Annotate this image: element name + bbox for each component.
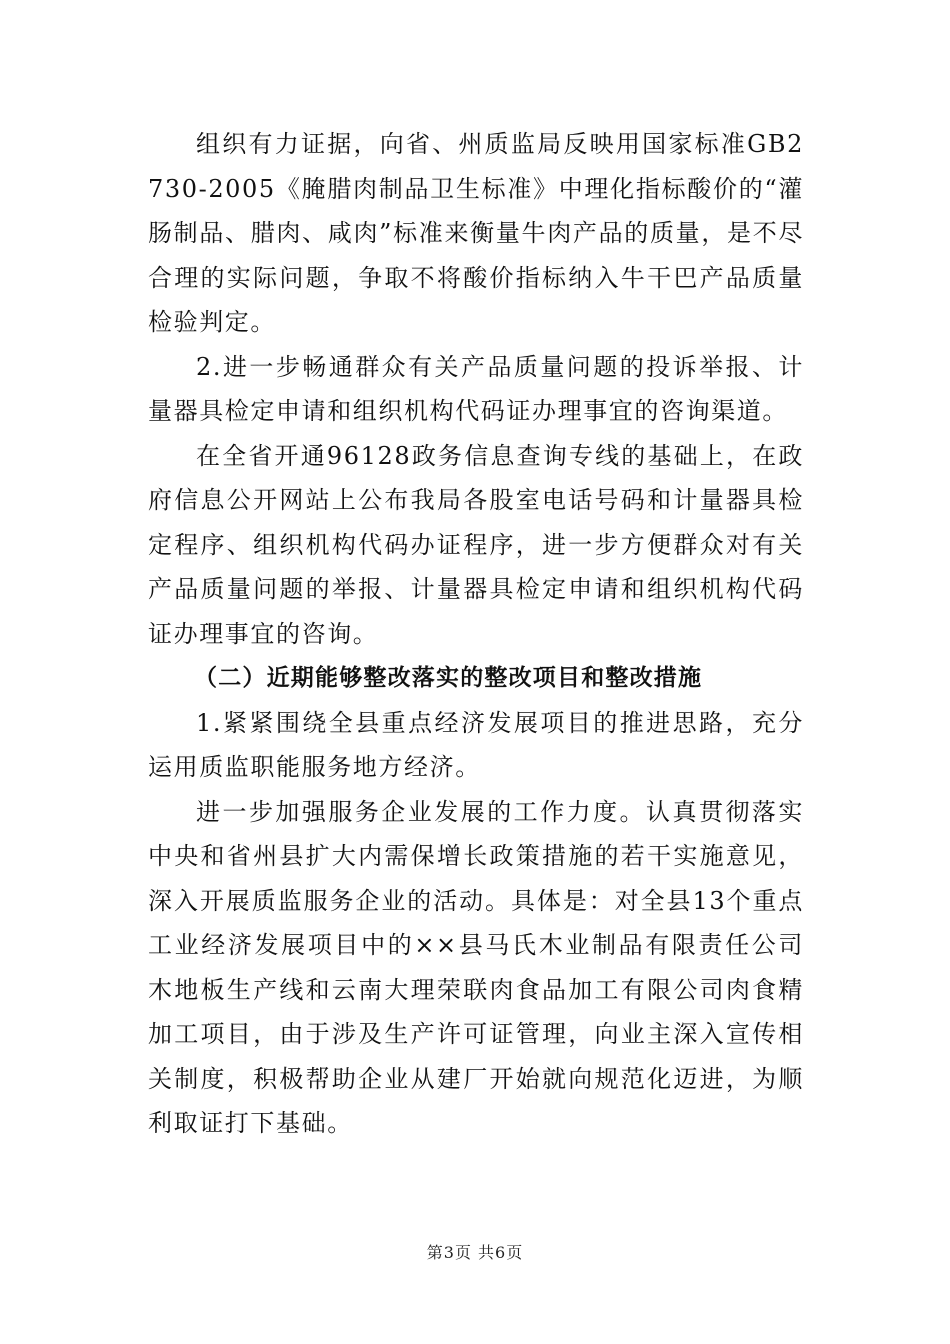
document-body [148, 122, 804, 1146]
paragraph-item-1: 1.紧紧围绕全县重点经济发展项目的推进思路，充分运用质监职能服务地方经济。 [148, 708, 804, 781]
page-footer: 第3页 共6页 [426, 1243, 524, 1262]
paragraph-service: 进一步加强服务企业发展的工作力度。认真贯彻落实中央和省州县扩大内需保增长政策措施的若干实施意见，深入开展质监服务企业的活动。具体是：对全县13个重点工业经济发展项目中的××县马氏木业制品有限责任公司木地板生产线和云南大理荣联肉食品加工有限公司肉食精加工项目，由于涉及生产许可证管理，向业主深入宣传相关制度，积极帮助企业从建厂开始就向规范化迈进，为顺利取证打下基础。 [148, 797, 804, 1137]
section-heading: （二）近期能够整改落实的整改项目和整改措施 [194, 665, 703, 691]
paragraph-hotline: 在全省开通96128政务信息查询专线的基础上，在政府信息公开网站上公布我局各股室电话号码和计量器具检定程序、组织机构代码办证程序，进一步方便群众对有关产品质量问题的举报、计量器具检定申请和组织机构代码证办理事宜的咨询。 [148, 441, 804, 648]
paragraph-item-2: 2.进一步畅通群众有关产品质量问题的投诉举报、计量器具检定申请和组织机构代码证办理事宜的咨询渠道。 [148, 352, 804, 425]
paragraph-evidence: 组织有力证据，向省、州质监局反映用国家标准GB2730-2005《腌腊肉制品卫生标准》中理化指标酸价的“灌肠制品、腊肉、咸肉”标准来衡量牛肉产品的质量，是不尽合理的实际问题，争取不将酸价指标纳入牛干巴产品质量检验判定。 [148, 130, 804, 336]
